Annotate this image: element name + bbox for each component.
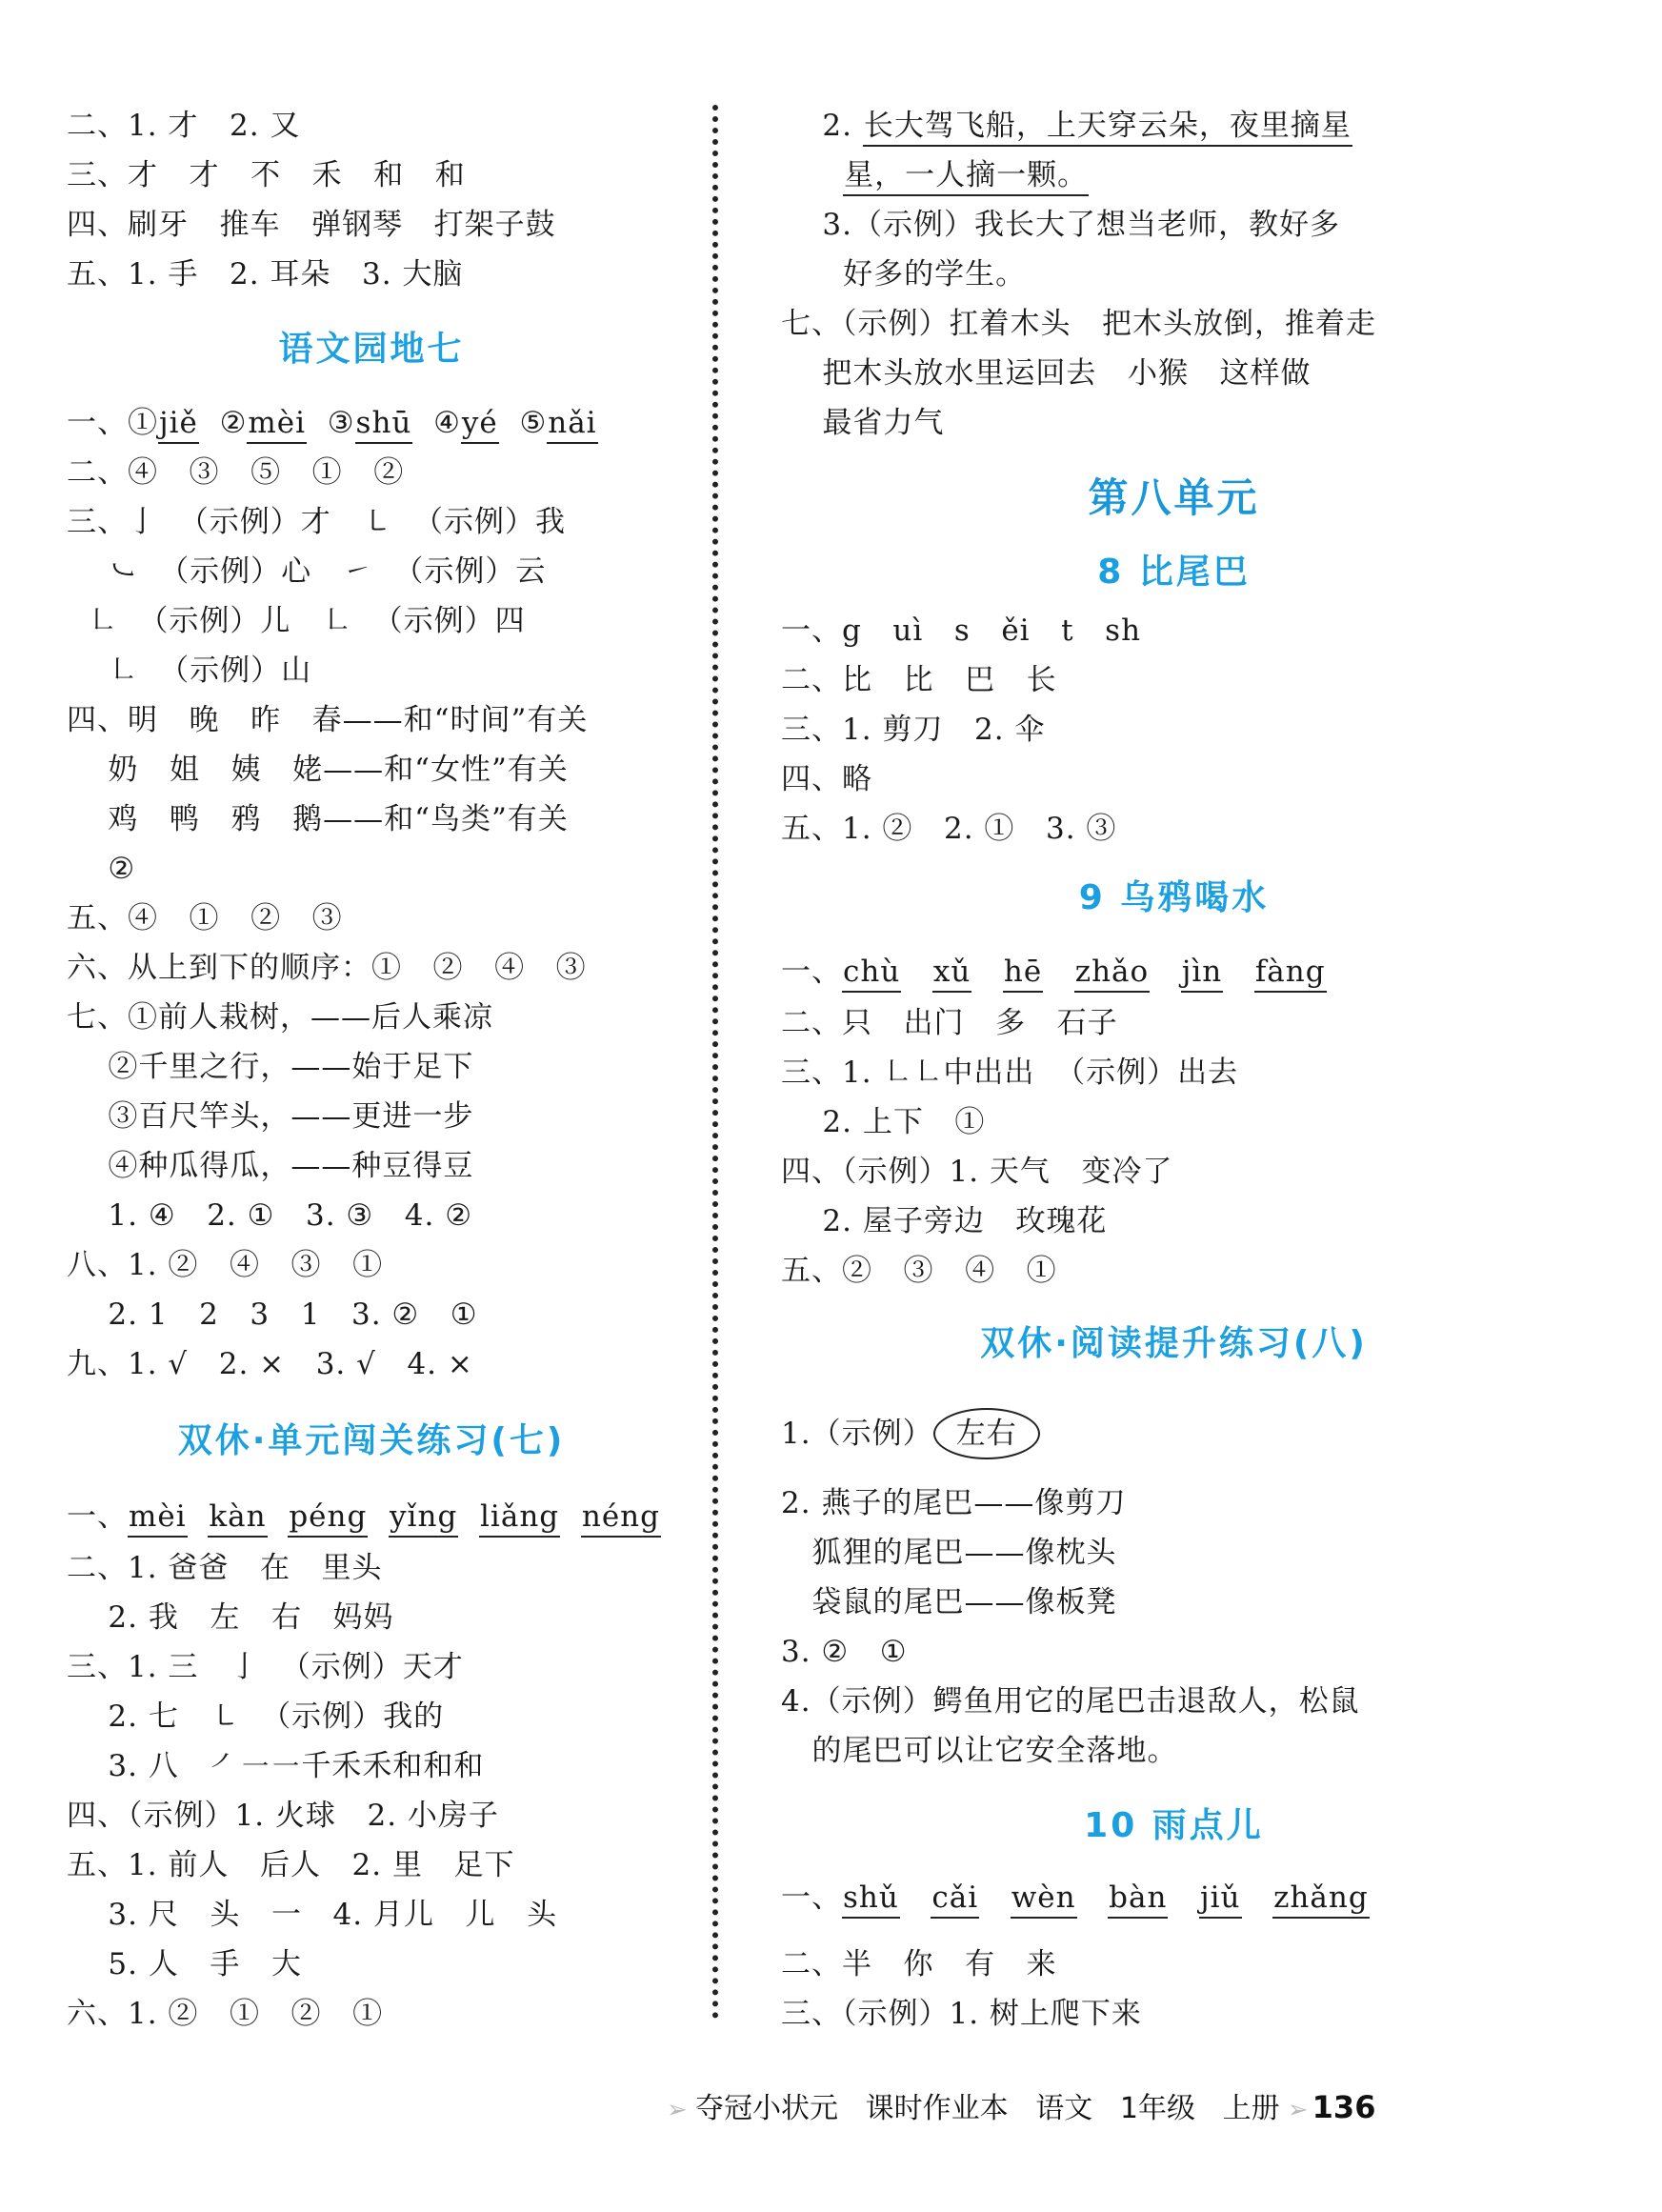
answer-line: 奶 姐 姨 姥——和“女性”有关 bbox=[67, 753, 569, 787]
answer-line: 七、①前人栽树，——后人乘凉 bbox=[67, 1000, 493, 1035]
answer-line: 三、（示例）1. 树上爬下来 bbox=[781, 1997, 1142, 2031]
answer-line: 六、从上到下的顺序：① ② ④ ③ bbox=[67, 951, 587, 985]
answer-line: 2. 燕子的尾巴——像剪刀 bbox=[781, 1486, 1127, 1520]
answer-line: 2. 我 左 右 妈妈 bbox=[67, 1600, 394, 1635]
answer-line: 1. ④ 2. ① 3. ③ 4. ② bbox=[67, 1198, 472, 1233]
section-heading: 双休·单元闯关练习(七) bbox=[177, 1421, 566, 1460]
answer-line: 鸡 鸭 鸦 鹅——和“鸟类”有关 bbox=[67, 802, 569, 836]
answer-line: 五、② ③ ④ ① bbox=[781, 1254, 1057, 1288]
lesson-heading: 10 雨点儿 bbox=[1084, 1806, 1264, 1845]
section-heading: 双休·阅读提升练习(八) bbox=[980, 1324, 1368, 1363]
answer-line: 二、半 你 有 来 bbox=[781, 1947, 1057, 1981]
answer-line: 七、（示例）扛着木头 把木头放倒，推着走 bbox=[781, 307, 1377, 341]
answer-line: 3. ② ① bbox=[781, 1635, 908, 1669]
answer-line: 三、亅 （示例）才 ㇄ （示例）我 bbox=[67, 505, 566, 539]
pinyin-line: 一、①jiě ②mèi ③shū ④yé ⑤nǎi bbox=[67, 398, 598, 448]
arrow-icon: ➢ bbox=[1279, 2096, 1309, 2124]
page-number: 136 bbox=[1312, 2089, 1376, 2125]
answer-line: 5. 人 手 大 bbox=[67, 1947, 302, 1981]
column-divider bbox=[712, 105, 718, 2020]
pinyin-line: 一、chù xǔ hē zhǎo jìn fàng bbox=[781, 947, 1327, 996]
section-heading: 语文园地七 bbox=[278, 330, 465, 369]
answer-line: 二、比 比 巴 长 bbox=[781, 663, 1057, 697]
answer-line: 二、只 出门 多 石子 bbox=[781, 1006, 1118, 1040]
answer-line: 四、刷牙 推车 弹钢琴 打架子鼓 bbox=[67, 208, 556, 242]
unit-heading: 第八单元 bbox=[1088, 474, 1260, 521]
answer-line: 三、1. ㇗㇗中出出 （示例）出去 bbox=[781, 1056, 1239, 1090]
answer-line: 四、明 晚 昨 春——和“时间”有关 bbox=[67, 703, 589, 737]
answer-line: 2. 1 2 3 1 3. ② ① bbox=[67, 1297, 478, 1332]
book-title: 夺冠小状元 课时作业本 语文 1年级 上册 bbox=[695, 2092, 1280, 2125]
circled-answer: 左右 bbox=[933, 1408, 1040, 1459]
answer-line: 五、④ ① ② ③ bbox=[67, 901, 343, 935]
answer-line: ② bbox=[67, 852, 136, 886]
answer-line: 四、略 bbox=[781, 762, 872, 796]
answer-line: 狐狸的尾巴——像枕头 bbox=[781, 1536, 1117, 1570]
answer-line: 三、1. 三 亅 （示例）天才 bbox=[67, 1650, 464, 1684]
arrow-icon: ➢ bbox=[667, 2096, 696, 2124]
answer-line: 六、1. ② ① ② ① bbox=[67, 1997, 384, 2031]
answer-line: 3.（示例）我长大了想当老师，教好多 bbox=[781, 208, 1340, 242]
answer-line: 四、（示例）1. 火球 2. 小房子 bbox=[67, 1799, 499, 1833]
answer-line: 把木头放水里运回去 小猴 这样做 bbox=[781, 356, 1312, 391]
answer-line: 2. 长大驾飞船，上天穿云朵，夜里摘星 bbox=[781, 101, 1352, 151]
answer-line: 五、1. 手 2. 耳朵 3. 大脑 bbox=[67, 257, 464, 292]
answer-line: ㇗ （示例）儿 ㇗ （示例）四 bbox=[67, 604, 526, 638]
page-footer bbox=[667, 2084, 1375, 2126]
answer-line: ③百尺竿头，——更进一步 bbox=[67, 1099, 474, 1134]
answer-line: 星，一人摘一颗。 bbox=[781, 151, 1089, 200]
pinyin-line: 一、shǔ cǎi wèn bàn jiǔ zhǎng bbox=[781, 1873, 1370, 1922]
answer-line: 二、④ ③ ⑤ ① ② bbox=[67, 455, 405, 490]
answer-line: 一、g uì s ěi t sh bbox=[781, 613, 1142, 648]
answer-line: 二、1. 爸爸 在 里头 bbox=[67, 1551, 383, 1585]
answer-line: 八、1. ② ④ ③ ① bbox=[67, 1248, 384, 1282]
answer-line: 1.（示例） 左右 bbox=[781, 1408, 1040, 1459]
answer-line: ㇗ （示例）山 bbox=[67, 654, 312, 688]
answer-line: 4.（示例）鳄鱼用它的尾巴击退敌人，松鼠 bbox=[781, 1684, 1360, 1719]
answer-line: 2. 屋子旁边 玫瑰花 bbox=[781, 1204, 1108, 1238]
answer-line: 2. 上下 ① bbox=[781, 1105, 986, 1139]
answer-line: 2. 七 ㇄ （示例）我的 bbox=[67, 1699, 445, 1734]
answer-line: 3. 八 ㇒㇐㇐千禾禾和和和 bbox=[67, 1749, 485, 1783]
answer-line: 三、才 才 不 禾 和 和 bbox=[67, 158, 466, 192]
answer-line: 最省力气 bbox=[781, 406, 945, 440]
answer-line: 三、1. 剪刀 2. 伞 bbox=[781, 713, 1046, 747]
answer-line: ④种瓜得瓜，——种豆得豆 bbox=[67, 1149, 474, 1183]
answer-line: ②千里之行，——始于足下 bbox=[67, 1050, 474, 1084]
answer-line: 好多的学生。 bbox=[781, 257, 1027, 292]
answer-line: ㇃ （示例）心 ㇀ （示例）云 bbox=[67, 554, 547, 589]
answer-line: 九、1. √ 2. × 3. √ 4. × bbox=[67, 1347, 473, 1381]
answer-line: 的尾巴可以让它安全落地。 bbox=[781, 1734, 1178, 1768]
lesson-heading: 8 比尾巴 bbox=[1097, 553, 1251, 592]
pinyin-line: 一、mèi kàn péng yǐng liǎng néng bbox=[67, 1492, 661, 1541]
answer-line: 五、1. ② 2. ① 3. ③ bbox=[781, 812, 1117, 846]
answer-line: 四、（示例）1. 天气 变冷了 bbox=[781, 1155, 1173, 1189]
answer-line: 3. 尺 头 一 4. 月儿 儿 头 bbox=[67, 1898, 558, 1932]
answer-line: 五、1. 前人 后人 2. 里 足下 bbox=[67, 1848, 515, 1882]
lesson-heading: 9 乌鸦喝水 bbox=[1078, 878, 1270, 917]
answer-line: 袋鼠的尾巴——像板凳 bbox=[781, 1585, 1117, 1619]
answer-line: 二、1. 才 2. 又 bbox=[67, 109, 301, 143]
